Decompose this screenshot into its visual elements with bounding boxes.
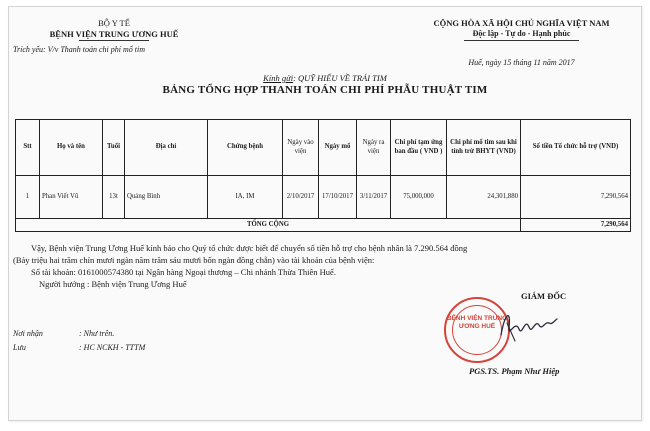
- recipient-line: [9, 73, 641, 83]
- cell-net-cost: 24,301,880: [447, 176, 521, 219]
- recipients-value: : Như trên.: [79, 329, 115, 338]
- document-subject: Trích yếu: V/v Thanh toán chi phí mổ tim: [13, 45, 145, 54]
- recipients-label: Nơi nhận: [13, 329, 43, 338]
- body-line-1: Vậy, Bệnh viện Trung Ương Huế kính báo cho Quý tổ chức được biết để chuyển số tiền hỗ trợ cho bệnh nhân là 7.290.564 đồng: [31, 243, 468, 253]
- payment-table: [15, 119, 631, 232]
- cell-address: Quảng Bình: [125, 176, 208, 219]
- header-surgery-date: Ngày mổ: [319, 120, 357, 176]
- header-age: Tuổi: [103, 120, 125, 176]
- cell-advance: 75,000,000: [391, 176, 447, 219]
- signer-name: PGS.TS. Phạm Như Hiệp: [469, 366, 560, 376]
- republic-name: CỘNG HÒA XÃ HỘI CHỦ NGHĨA VIỆT NAM: [433, 18, 610, 28]
- archive-value: : HC NCKH - TTTM: [79, 343, 146, 352]
- total-row: [16, 219, 631, 232]
- ministry-name: BỘ Y TẾ: [98, 18, 130, 28]
- cell-support: 7,290,564: [521, 176, 631, 219]
- header-address: Địa chỉ: [125, 120, 208, 176]
- recipient-value: : QUỸ HIẾU VỀ TRÁI TIM: [293, 73, 387, 83]
- cell-name: Phan Viết Vũ: [40, 176, 103, 219]
- header-net-cost: Chi phí mổ tim sau khi tính trừ BHYT (VND): [447, 120, 521, 176]
- header-support: Số tiền Tổ chức hỗ trợ (VND): [521, 120, 631, 176]
- total-value: 7,290,564: [521, 219, 631, 232]
- cell-admit-date: 2/10/2017: [283, 176, 319, 219]
- national-motto: Độc lập - Tự do - Hạnh phúc: [472, 29, 571, 38]
- recipient-label: Kính gửi: [263, 73, 294, 83]
- body-line-2: (Bảy triệu hai trăm chín mươi ngàn năm trăm sáu mươi bốn ngàn đồng chẵn) vào tài khoản của bệnh viện:: [13, 255, 375, 265]
- bank-account-line: Số tài khoản: 0161000574380 tại Ngân hàng Ngoại thương – Chi nhánh Thừa Thiên Huế.: [31, 267, 336, 277]
- header-name: Họ và tên: [40, 120, 103, 176]
- cell-age: 13t: [103, 176, 125, 219]
- header-discharge-date: Ngày ra viện: [357, 120, 391, 176]
- document-page: [8, 6, 642, 421]
- director-title: GIÁM ĐỐC: [521, 291, 567, 301]
- hospital-underline: [79, 40, 149, 41]
- total-label: TỔNG CỘNG: [16, 219, 521, 232]
- header-diagnosis: Chứng bệnh: [208, 120, 283, 176]
- archive-label: Lưu: [13, 343, 26, 352]
- motto-underline: [464, 40, 579, 41]
- header-advance: Chi phí tạm ứng ban đầu ( VND ): [391, 120, 447, 176]
- hospital-name: BỆNH VIỆN TRUNG ƯƠNG HUẾ: [49, 29, 179, 39]
- beneficiary-line: Người hưởng : Bệnh viện Trung Ương Huế: [39, 279, 187, 289]
- document-title: BẢNG TỔNG HỢP THANH TOÁN CHI PHÍ PHẪU THUẬT TIM: [162, 84, 488, 96]
- seal-text: BỆNH VIỆN TRUNG ƯƠNG HUẾ: [446, 315, 508, 331]
- table-row: [16, 176, 631, 219]
- header-admit-date: Ngày vào viện: [283, 120, 319, 176]
- header-stt: Stt: [16, 120, 40, 176]
- cell-discharge-date: 3/11/2017: [357, 176, 391, 219]
- table-header-row: [16, 120, 631, 176]
- cell-stt: 1: [16, 176, 40, 219]
- handwritten-signature-icon: [497, 305, 559, 345]
- cell-diagnosis: IA, IM: [208, 176, 283, 219]
- cell-surgery-date: 17/10/2017: [319, 176, 357, 219]
- place-and-date: Huế, ngày 15 tháng 11 năm 2017: [468, 58, 575, 67]
